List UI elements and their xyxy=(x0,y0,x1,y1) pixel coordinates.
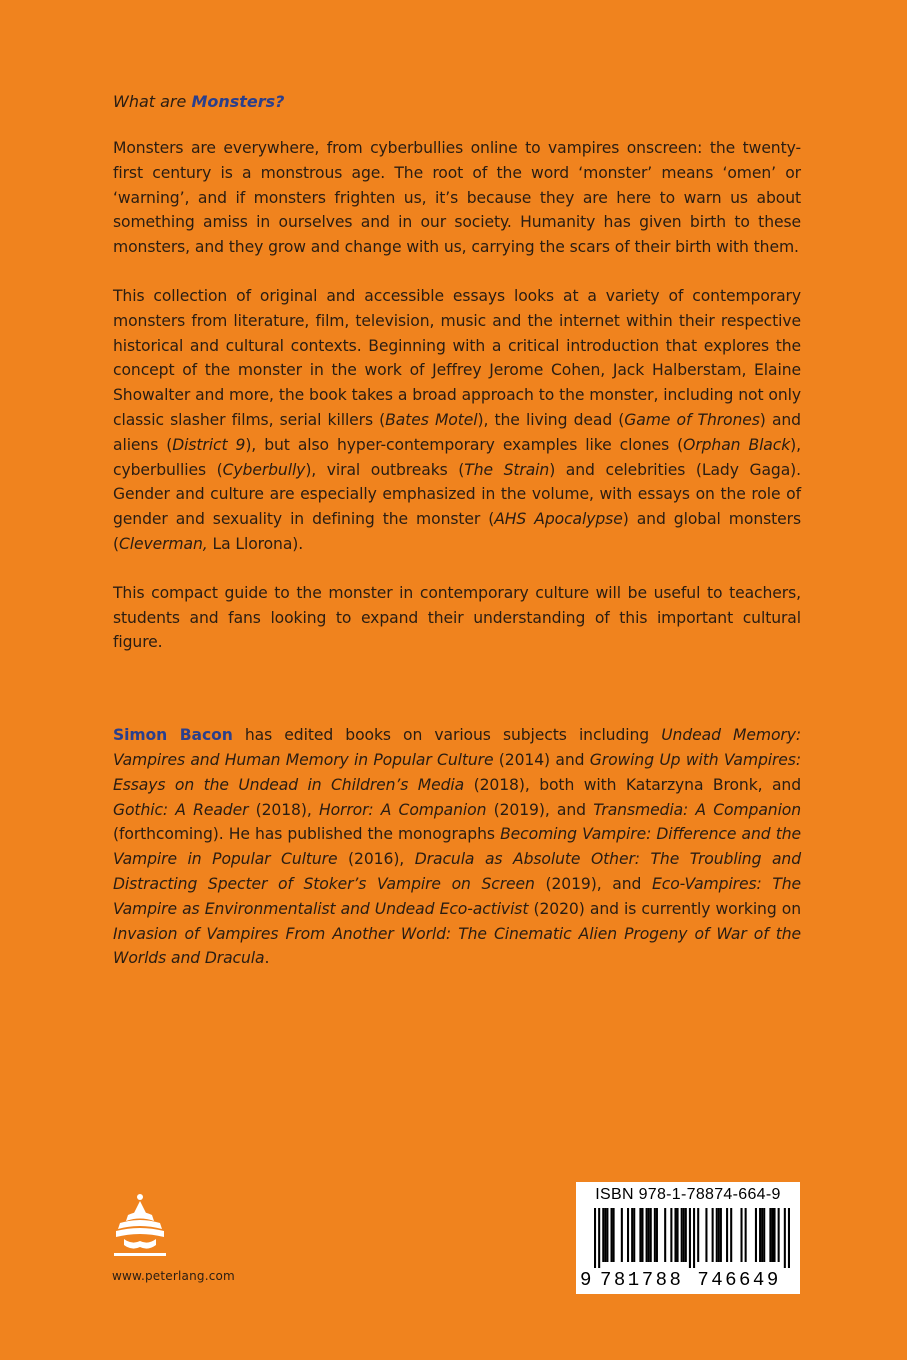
barcode-bar xyxy=(712,1208,714,1262)
barcode-bar xyxy=(681,1208,683,1262)
barcode-bar xyxy=(745,1208,747,1262)
author-name: Simon Bacon xyxy=(113,726,233,745)
barcode-bar xyxy=(639,1208,641,1262)
barcode-bar xyxy=(683,1208,685,1262)
back-cover-text xyxy=(113,92,801,995)
barcode-bar xyxy=(627,1208,629,1262)
publisher-url: www.peterlang.com xyxy=(112,1269,235,1283)
barcode-bar xyxy=(650,1208,652,1262)
barcode-bar xyxy=(685,1208,687,1262)
heading-prefix: What are xyxy=(113,92,192,111)
barcode-bar xyxy=(730,1208,732,1262)
barcode-bar xyxy=(677,1208,679,1262)
barcode-bar xyxy=(726,1208,728,1262)
barcode-bar xyxy=(594,1208,596,1268)
isbn-barcode xyxy=(576,1182,800,1294)
heading xyxy=(113,92,801,112)
barcode-bar xyxy=(604,1208,606,1262)
barcode-bar xyxy=(646,1208,648,1262)
barcode-bar xyxy=(771,1208,773,1262)
paragraph-guide: This compact guide to the monster in contemporary culture will be useful to teachers, students and fans looking to expand their understanding of this important cultural figure. xyxy=(113,583,801,652)
barcode-bar xyxy=(621,1208,623,1262)
barcode-bar xyxy=(641,1208,643,1262)
barcode-bar xyxy=(788,1208,790,1268)
barcode-bar xyxy=(705,1208,707,1262)
barcode-bar xyxy=(674,1208,676,1262)
peter-lang-logo-icon xyxy=(108,1193,172,1265)
barcode-bar xyxy=(606,1208,608,1262)
barcode-bar xyxy=(598,1208,600,1268)
author-bio: Simon Bacon has edited books on various subjects including Undead Memory: Vampires and Human Memory in Popular Culture (2014) and Growing Up with Vampires: Essays on the Undead in Children’s Media (2018), both with Katarzyna Bronk, and Gothic: A Reader (2018), Horror: A Companion (2019), and Transmedia: A Companion (forthcoming). He has published the monographs Becoming Vampire: Difference and the Vampire in Popular Culture (2016), Dracula as Absolute Other: The Troubling and Distracting Specter of Stoker’s Vampire on Screen (2019), and Eco-Vampires: The Vampire as Environmentalist and Undead Eco-activist (2020) and is currently working on Invasion of Vampires From Another World: The Cinematic Alien Progeny of War of the Worlds and Dracula. xyxy=(113,726,802,968)
barcode-bar xyxy=(611,1208,613,1262)
barcode-bar xyxy=(763,1208,765,1262)
barcode-bar xyxy=(716,1208,718,1262)
barcode-bar xyxy=(602,1208,604,1262)
barcode-bar xyxy=(689,1208,691,1268)
barcode-bar xyxy=(656,1208,658,1262)
barcode-bar xyxy=(784,1208,786,1268)
barcode-bars xyxy=(594,1208,790,1268)
barcode-bar xyxy=(769,1208,771,1262)
barcode-bar xyxy=(633,1208,635,1262)
barcode-bar xyxy=(759,1208,761,1262)
barcode-bar xyxy=(613,1208,615,1262)
barcode-bar xyxy=(654,1208,656,1262)
barcode-rest-digits: 781788 746649 xyxy=(600,1269,781,1291)
barcode-bar xyxy=(648,1208,650,1262)
barcode-bar xyxy=(631,1208,633,1262)
paragraph-collection: This collection of original and accessible essays looks at a variety of contemporary monsters from literature, film, television, music and the internet within their respective historical and cultural contexts. Beginning with a critical introduction that explores the concept of the monster in the work of Jeffrey Jerome Cohen, Jack Halberstam, Elaine Showalter and more, the book takes a broad approach to the monster, including not only classic slasher films, serial killers (Bates Motel), the living dead (Game of Thrones) and aliens (District 9), but also hyper-contemporary examples like clones (Orphan Black), cyberbullies (Cyberbully), viral outbreaks (The Strain) and celebrities (Lady Gaga). Gender and culture are especially emphasized in the volume, with essays on the role of gender and sexuality in defining the monster (AHS Apocalypse) and global monsters (Cleverman, La Llorona). xyxy=(113,286,802,553)
heading-accent: Monsters? xyxy=(191,92,285,111)
barcode-bar xyxy=(720,1208,722,1262)
barcode-bar xyxy=(761,1208,763,1262)
paragraph-intro: Monsters are everywhere, from cyberbullies online to vampires onscreen: the twenty-first century is a monstrous age. The root of the word ‘monster’ means ‘omen’ or ‘warning’, and if monsters frighten us, it’s because they are here to warn us about something amiss in ourselves and in our society. Humanity has given birth to these monsters, and they grow and change with us, carrying the scars of their birth with them. xyxy=(113,139,801,257)
barcode-bar xyxy=(718,1208,720,1262)
barcode-first-digit: 9 xyxy=(580,1269,594,1291)
barcode-bar xyxy=(693,1208,695,1268)
barcode-bar xyxy=(755,1208,757,1262)
barcode-bar xyxy=(664,1208,666,1262)
barcode-bar xyxy=(740,1208,742,1262)
isbn-label: ISBN 978-1-78874-664-9 xyxy=(595,1186,781,1203)
barcode-bar xyxy=(778,1208,780,1262)
barcode-bar xyxy=(773,1208,775,1262)
barcode-bar xyxy=(697,1208,699,1262)
barcode-bar xyxy=(670,1208,672,1262)
